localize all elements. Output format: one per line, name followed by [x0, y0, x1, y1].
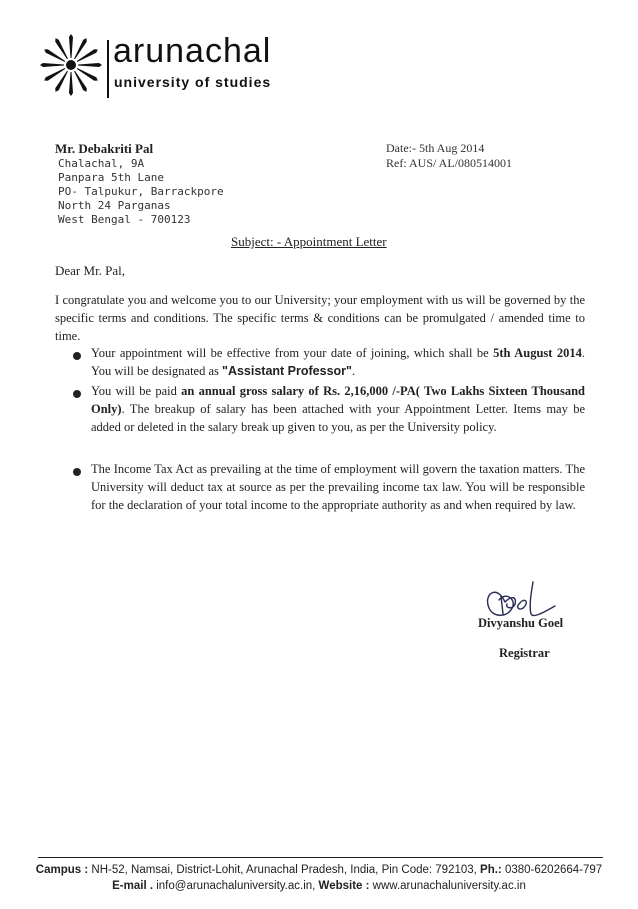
- bullet-dot: [73, 468, 81, 476]
- website-url: www.arunachaluniversity.ac.in: [369, 880, 526, 892]
- letter-subject: Subject: - Appointment Letter: [231, 234, 387, 249]
- university-name: arunachal: [113, 32, 272, 70]
- university-logo-icon: [40, 34, 102, 96]
- bullet-tax: The Income Tax Act as prevailing at the time of employment will govern the taxation matters. The University will deduct tax at source as per the prevailing income tax law. You will be responsible for the declaration of your total income to the appropriate authority as and when required by law.: [91, 462, 585, 512]
- address-line: Panpara 5th Lane: [58, 171, 164, 184]
- footer-campus-line: [0, 864, 638, 876]
- bullet-text: . You will be designated as: [91, 346, 585, 378]
- bullet-text: Your appointment will be effective from your date of joining, which shall be: [91, 346, 494, 360]
- bullet-dot: [73, 352, 81, 360]
- address-line: PO- Talpukur, Barrackpore: [58, 185, 224, 198]
- designation: "Assistant Professor": [222, 364, 352, 378]
- bullet-salary: [91, 382, 585, 436]
- bullet-appointment: [91, 344, 585, 380]
- email-label: E-mail .: [112, 880, 154, 892]
- bullet-dot: [73, 390, 81, 398]
- campus-address: NH-52, Namsai, District-Lohit, Arunachal Pradesh, India, Pin Code: 792103,: [88, 864, 481, 876]
- signatory-name: Divyanshu Goel: [478, 616, 564, 630]
- website-label: Website :: [318, 880, 370, 892]
- salary-amount: an annual gross salary of Rs. 2,16,000 /-PA( Two Lakhs Sixteen Thousand Only): [91, 384, 585, 416]
- address-line: Chalachal, 9A: [58, 157, 145, 170]
- campus-label: Campus :: [35, 864, 89, 876]
- bullet-text: You will be paid: [91, 384, 182, 398]
- university-tagline: university of studies: [114, 74, 272, 90]
- address-line: North 24 Parganas: [58, 199, 171, 212]
- footer-contact-line: [0, 880, 638, 892]
- letter-date: Date:- 5th Aug 2014: [386, 141, 485, 155]
- bullet-text: . The breakup of salary has been attached with your Appointment Letter. Items may be added or deleted in the salary break up given to you, as per the University policy.: [91, 402, 585, 434]
- joining-date: 5th August 2014: [493, 346, 582, 360]
- intro-paragraph: I congratulate you and welcome you to our University; your employment with us will be governed by the specific terms and conditions. The specific terms & conditions can be promulgated / amended time to time.: [55, 293, 585, 343]
- footer-divider: [38, 857, 603, 858]
- signatory-title: Registrar: [499, 646, 550, 660]
- phone-number: 0380-6202664-797: [501, 864, 603, 876]
- letter-reference: Ref: AUS/ AL/080514001: [386, 156, 513, 170]
- phone-label: Ph.:: [480, 864, 502, 876]
- logo-divider: [107, 40, 109, 98]
- address-line: West Bengal - 700123: [58, 213, 191, 226]
- bullet-text: .: [351, 364, 356, 378]
- email-address: info@arunachaluniversity.ac.in,: [153, 880, 319, 892]
- addressee-name: Mr. Debakriti Pal: [55, 141, 154, 156]
- salutation: Dear Mr. Pal,: [55, 263, 126, 278]
